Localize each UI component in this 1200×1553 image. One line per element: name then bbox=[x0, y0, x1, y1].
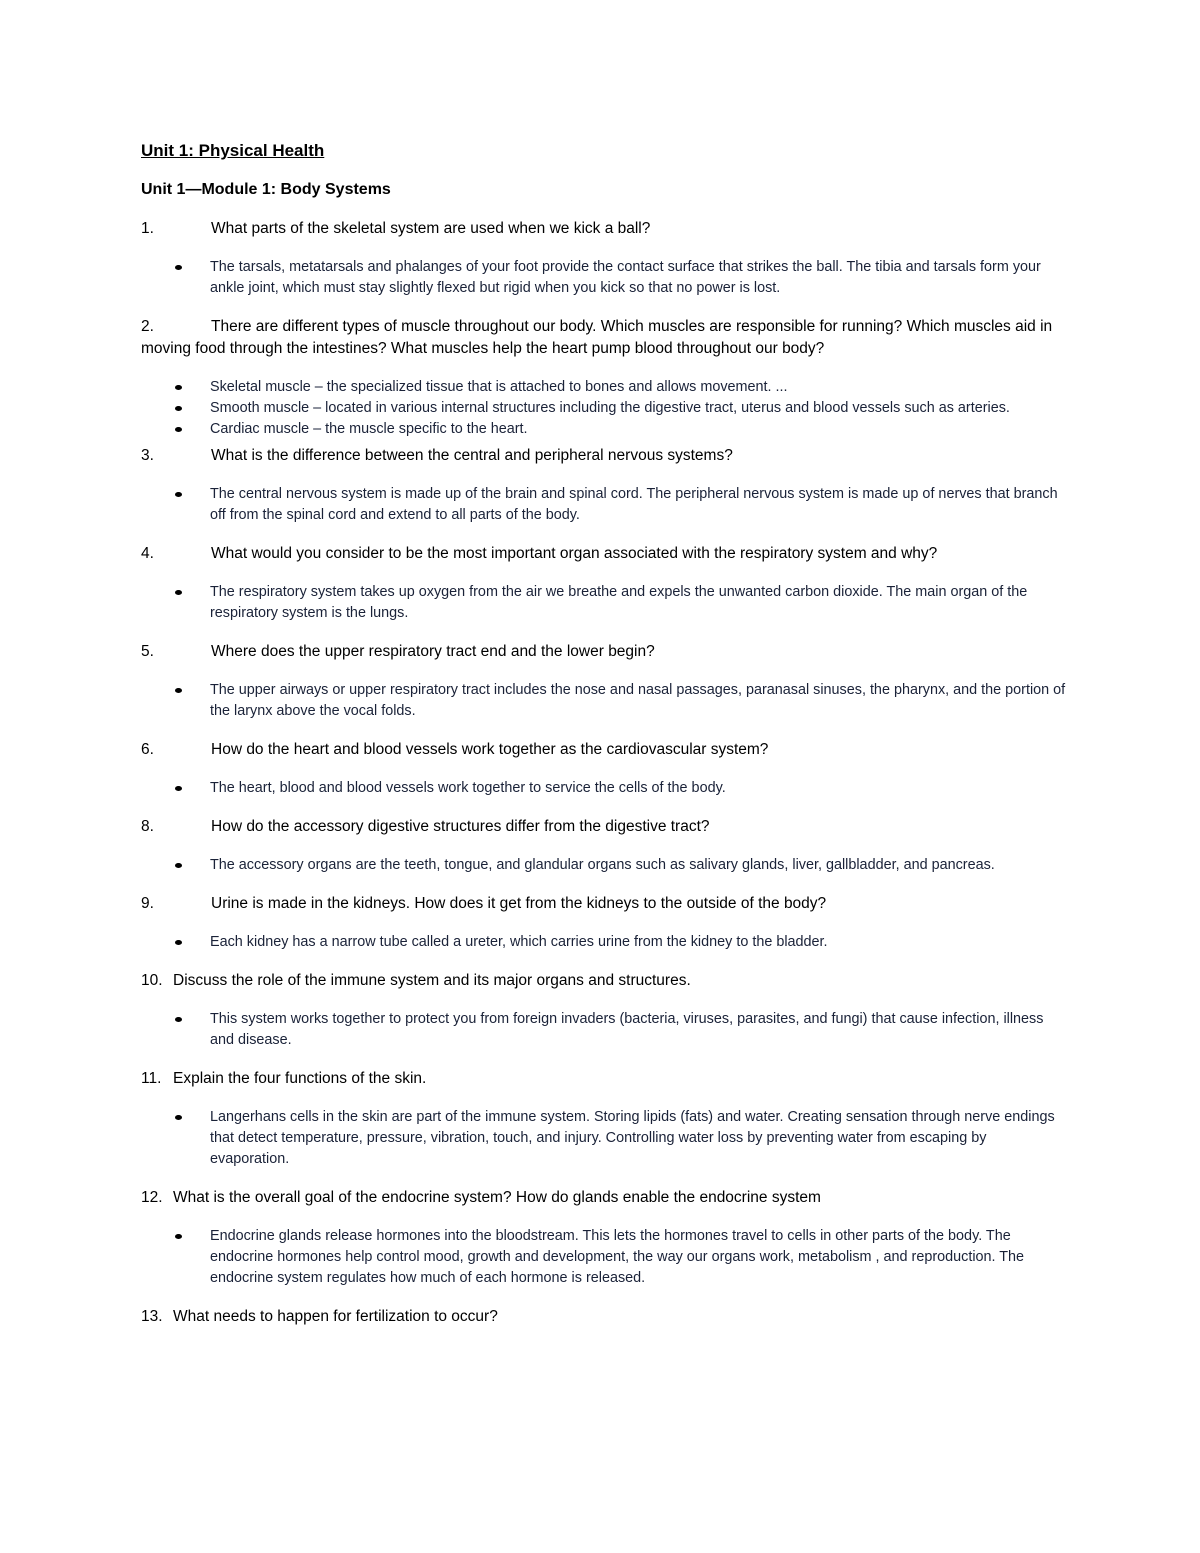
answer-list bbox=[141, 582, 1066, 624]
question-number: 2. bbox=[141, 318, 154, 335]
answer-text: Smooth muscle – located in various internal structures including the digestive tract, uterus and blood vessels such as arteries. bbox=[210, 400, 1010, 416]
unit-title: Unit 1: Physical Health bbox=[141, 141, 325, 160]
answer-item bbox=[210, 484, 1066, 526]
question-number: 9. bbox=[141, 895, 154, 912]
question-block bbox=[141, 970, 1066, 1051]
question-number: 6. bbox=[141, 741, 154, 758]
answer-item bbox=[210, 1009, 1066, 1051]
answer-text: Langerhans cells in the skin are part of the immune system. Storing lipids (fats) and water. Creating sensation through nerve endings that detect temperature, pressure, vibration, touch, and injury. Controlling water loss by preventing water from escaping by evaporation. bbox=[210, 1109, 1055, 1167]
answer-list bbox=[141, 680, 1066, 722]
answer-text: The respiratory system takes up oxygen from the air we breathe and expels the unwanted carbon dioxide. The main organ of the respiratory system is the lungs. bbox=[210, 584, 1028, 621]
answer-item bbox=[210, 1107, 1066, 1170]
question bbox=[141, 1306, 1066, 1328]
question-block bbox=[141, 739, 1066, 799]
answer-item bbox=[210, 377, 1066, 398]
answer-text: The central nervous system is made up of the brain and spinal cord. The peripheral nervous system is made up of nerves that branch off from the spinal cord and extend to all parts of the body. bbox=[210, 486, 1058, 523]
bullet-icon bbox=[175, 385, 182, 390]
question-block bbox=[141, 543, 1066, 624]
answer-list bbox=[141, 484, 1066, 526]
bullet-icon bbox=[175, 688, 182, 693]
answer-list bbox=[141, 778, 1066, 799]
bullet-icon bbox=[175, 590, 182, 595]
question-block bbox=[141, 316, 1066, 440]
question-block bbox=[141, 218, 1066, 299]
question bbox=[141, 816, 1066, 838]
answer-text: Endocrine glands release hormones into the bloodstream. This lets the hormones travel to cells in other parts of the body. The endocrine hormones help control mood, growth and development, the way our organs work, metabolism , and reproduction. The endocrine system regulates how much of each hormone is released. bbox=[210, 1228, 1025, 1286]
answer-item bbox=[210, 680, 1066, 722]
question-number: 8. bbox=[141, 818, 154, 835]
question-text: What would you consider to be the most important organ associated with the respiratory system and why? bbox=[211, 545, 938, 562]
question-number: 4. bbox=[141, 545, 154, 562]
answer-list bbox=[141, 257, 1066, 299]
question bbox=[141, 543, 1066, 565]
bullet-icon bbox=[175, 786, 182, 791]
answer-item bbox=[210, 419, 1066, 440]
question-block bbox=[141, 641, 1066, 722]
question bbox=[141, 641, 1066, 663]
answer-item bbox=[210, 582, 1066, 624]
bullet-icon bbox=[175, 406, 182, 411]
question-text: What is the overall goal of the endocrine system? How do glands enable the endocrine system bbox=[173, 1189, 821, 1206]
answer-text: Cardiac muscle – the muscle specific to the heart. bbox=[210, 421, 528, 437]
question-number: 12. bbox=[141, 1189, 163, 1206]
answer-text: The tarsals, metatarsals and phalanges of your foot provide the contact surface that strikes the ball. The tibia and tarsals form your ankle joint, which must stay slightly flexed but rigid when you kick so that no power is lost. bbox=[210, 259, 1041, 296]
question bbox=[141, 316, 1066, 360]
question-number: 10. bbox=[141, 972, 163, 989]
question-text: What needs to happen for fertilization to occur? bbox=[173, 1308, 498, 1325]
question-block bbox=[141, 1306, 1066, 1328]
bullet-icon bbox=[175, 265, 182, 270]
bullet-icon bbox=[175, 1234, 182, 1239]
question bbox=[141, 739, 1066, 761]
bullet-icon bbox=[175, 492, 182, 497]
question-text: What parts of the skeletal system are used when we kick a ball? bbox=[211, 220, 651, 237]
question-number: 13. bbox=[141, 1308, 163, 1325]
bullet-icon bbox=[175, 863, 182, 868]
question bbox=[141, 970, 1066, 992]
bullet-icon bbox=[175, 1115, 182, 1120]
answer-text: The accessory organs are the teeth, tongue, and glandular organs such as salivary glands, liver, gallbladder, and pancreas. bbox=[210, 857, 995, 873]
question-text: What is the difference between the central and peripheral nervous systems? bbox=[211, 447, 733, 464]
bullet-icon bbox=[175, 940, 182, 945]
answer-list bbox=[141, 1009, 1066, 1051]
answer-text: This system works together to protect you from foreign invaders (bacteria, viruses, parasites, and fungi) that cause infection, illness and disease. bbox=[210, 1011, 1044, 1048]
bullet-icon bbox=[175, 427, 182, 432]
question-text: There are different types of muscle throughout our body. Which muscles are responsible for running? Which muscles aid in moving food through the intestines? What muscles help the heart pump blood throughout our body? bbox=[141, 318, 1053, 357]
answer-list bbox=[141, 855, 1066, 876]
answer-list bbox=[141, 932, 1066, 953]
question bbox=[141, 893, 1066, 915]
question-text: How do the heart and blood vessels work together as the cardiovascular system? bbox=[211, 741, 769, 758]
question-number: 11. bbox=[141, 1070, 162, 1087]
answer-list bbox=[141, 377, 1066, 440]
question-text: How do the accessory digestive structures differ from the digestive tract? bbox=[211, 818, 710, 835]
question-block bbox=[141, 1068, 1066, 1170]
question bbox=[141, 1068, 1066, 1090]
question-text: Where does the upper respiratory tract end and the lower begin? bbox=[211, 643, 655, 660]
question bbox=[141, 445, 1066, 467]
question-number: 3. bbox=[141, 447, 154, 464]
document-page bbox=[141, 140, 1066, 1328]
answer-list bbox=[141, 1226, 1066, 1289]
module-title: Unit 1—Module 1: Body Systems bbox=[141, 181, 391, 198]
answer-item bbox=[210, 932, 1066, 953]
answer-text: Each kidney has a narrow tube called a ureter, which carries urine from the kidney to the bladder. bbox=[210, 934, 828, 950]
answer-text: The upper airways or upper respiratory tract includes the nose and nasal passages, paranasal sinuses, the pharynx, and the portion of the larynx above the vocal folds. bbox=[210, 682, 1066, 719]
question-number: 1. bbox=[141, 220, 154, 237]
answer-item bbox=[210, 1226, 1066, 1289]
answer-text: The heart, blood and blood vessels work together to service the cells of the body. bbox=[210, 780, 726, 796]
question-block bbox=[141, 816, 1066, 876]
answer-item bbox=[210, 855, 1066, 876]
question-text: Discuss the role of the immune system and its major organs and structures. bbox=[173, 972, 691, 989]
question bbox=[141, 1187, 1066, 1209]
question-text: Urine is made in the kidneys. How does it get from the kidneys to the outside of the body? bbox=[211, 895, 827, 912]
question-text: Explain the four functions of the skin. bbox=[173, 1070, 427, 1087]
bullet-icon bbox=[175, 1017, 182, 1022]
question bbox=[141, 218, 1066, 240]
answer-item bbox=[210, 398, 1066, 419]
question-number: 5. bbox=[141, 643, 154, 660]
answer-list bbox=[141, 1107, 1066, 1170]
question-block bbox=[141, 445, 1066, 526]
question-block bbox=[141, 1187, 1066, 1289]
answer-text: Skeletal muscle – the specialized tissue that is attached to bones and allows movement. ... bbox=[210, 379, 788, 395]
answer-item bbox=[210, 778, 1066, 799]
answer-item bbox=[210, 257, 1066, 299]
question-block bbox=[141, 893, 1066, 953]
